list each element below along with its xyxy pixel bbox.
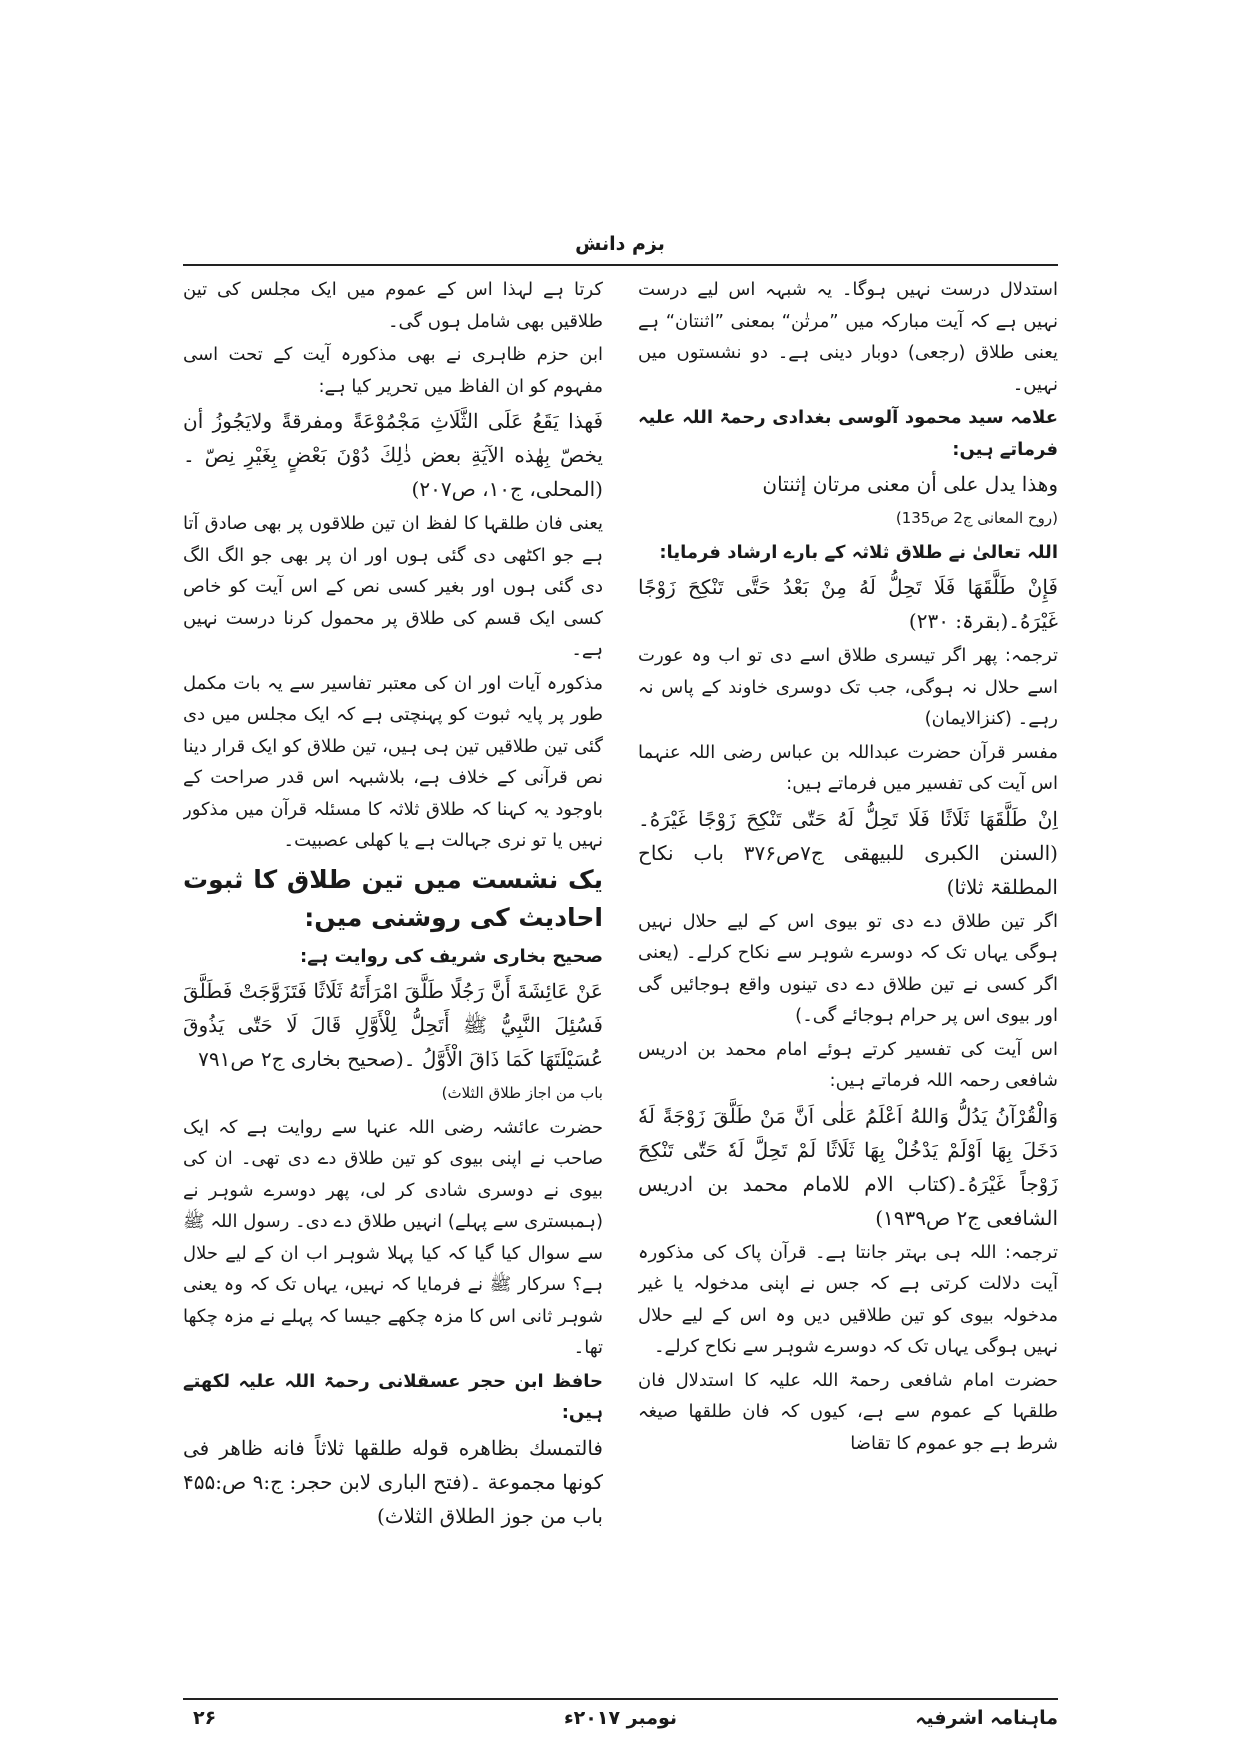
paragraph: حضرت امام شافعی رحمۃ اللہ علیہ کا استدلال فان طلقہا کے عموم سے ہے، کیوں کہ فان طلقھا صیغہ شرط ہے جو عموم کا تقاضا: [638, 1369, 1058, 1454]
page-number: ۲۶: [193, 1707, 217, 1729]
paragraph: کرتا ہے لہذا اس کے عموم میں ایک مجلس کی تین طلاقیں بھی شامل ہوں گی۔: [183, 279, 603, 332]
section-heading: یک نشست میں تین طلاق کا ثبوت احادیث کی روشنی میں:: [183, 864, 603, 932]
paragraph: یعنی فان طلقہا کا لفظ ان تین طلاقوں پر بھی صادق آتا ہے جو اکٹھی دی گئی ہوں اور ان پر بھی جو الگ الگ دی گئی ہوں اور بغیر کسی نص کے اس آیت کو خاص کسی ایک قسم کی طلاق پر محمول کرنا درست نہیں ہے۔: [183, 513, 603, 660]
bottom-divider: [183, 1698, 1058, 1700]
issue-date: نومبر ۲۰۱۷ء: [563, 1707, 678, 1729]
paragraph: اللہ تعالیٰ نے طلاق ثلاثہ کے بارے ارشاد فرمایا:: [659, 541, 1058, 563]
paragraph: حافظ ابن حجر عسقلانی رحمۃ اللہ علیہ لکھتے ہیں:: [183, 1370, 603, 1423]
paragraph: اگر تین طلاق دے دی تو بیوی اس کے لیے حلال نہیں ہوگی یہاں تک کہ دوسرے شوہر سے نکاح کرلے۔ (یعنی اگر کسی نے تین طلاق دے دی تینوں واقع ہوجائیں گی اور بیوی اس پر حرام ہوجائے گی۔): [638, 910, 1058, 1026]
paragraph: وھذا یدل علی أن معنی مرتان إثنتان: [762, 472, 1058, 496]
paragraph: حضرت عائشہ رضی اللہ عنہا سے روایت ہے کہ ایک صاحب نے اپنی بیوی کو تین طلاق دے دی تھی۔ ان کی بیوی نے دوسری شادی کر لی، پھر دوسرے شوہر نے (ہمبستری سے پہلے) انہیں طلاق دے دی۔ رسول اللہ ﷺ سے سوال کیا گیا کہ کیا پہلا شوہر اب ان کے لیے حلال ہے؟ سرکار ﷺ نے فرمایا کہ نہیں، یہاں تک کہ وہ یعنی شوہر ثانی اس کا مزہ چکھے جیسا کہ پہلے نے مزہ چکھا تھا۔: [183, 1116, 603, 1358]
paragraph: صحیح بخاری شریف کی روایت ہے:: [300, 945, 603, 967]
paragraph: اس آیت کی تفسیر کرتے ہوئے امام محمد بن ادریس شافعی رحمہ اللہ فرماتے ہیں:: [638, 1038, 1058, 1091]
paragraph: مفسر قرآن حضرت عبداللہ بن عباس رضی اللہ عنہما اس آیت کی تفسیر میں فرماتے ہیں:: [638, 741, 1058, 794]
paragraph: استدلال درست نہیں ہوگا۔ یہ شبہہ اس لیے درست نہیں ہے کہ آیت مبارکہ میں ”مرتٰن“ بمعنی ”اثنتان“ ہے یعنی طلاق (رجعی) دوبار دینی ہے۔ دو نشستوں میں نہیں۔: [638, 279, 1058, 395]
paragraph: اِنْ طَلَّقَهَا ثَلَاثًا فَلَا تَحِلُّ لَهُ حَتّٰى تَنْكِحَ زَوْجًا غَيْرَهُ۔(السنن الکبری للبیھقی ج۷ص۳۷۶ باب نکاح المطلقۃ ثلاثا): [638, 806, 1058, 899]
right-column: [638, 274, 1058, 1692]
paragraph: فالتمسك بظاهره قوله طلقها ثلاثاً فانه ظاهر فی كونها مجموعة ۔(فتح الباری لابن حجر: ج:۹ ص:۴۵۵ باب من جوز الطلاق الثلاث): [183, 1435, 603, 1528]
left-column: [183, 274, 603, 1692]
paragraph: ترجمہ: پھر اگر تیسری طلاق اسے دی تو اب وہ عورت اسے حلال نہ ہوگی، جب تک دوسری خاوند کے پاس نہ رہے۔ (کنزالایمان): [638, 645, 1058, 729]
page-footer: [183, 1707, 1058, 1737]
paragraph: فَإِنْ طَلَّقَهَا فَلَا تَحِلُّ لَهُ مِنْ بَعْدُ حَتَّى تَنْكِحَ زَوْجًا غَيْرَهُ۔(بقرۃ: ۲۳۰): [638, 575, 1058, 633]
top-divider: [183, 264, 1058, 266]
paragraph: مذکورہ آیات اور ان کی معتبر تفاسیر سے یہ بات مکمل طور پر پایہ ثبوت کو پہنچتی ہے کہ ایک مجلس میں دی گئی تین طلاقیں تین ہی ہیں، تین طلاق کو ایک قرار دینا نص قرآنی کے خلاف ہے، بلاشبہہ اس قدر صراحت کے باوجود یہ کہنا کہ طلاق ثلاثہ کا مسئلہ قرآن میں مذکور نہیں یا تو نری جہالت ہے یا کھلی عصبیت۔: [183, 672, 603, 851]
magazine-name: ماہنامہ اشرفیہ: [915, 1707, 1058, 1729]
paragraph: ابن حزم ظاہری نے بھی مذکورہ آیت کے تحت اسی مفہوم کو ان الفاظ میں تحریر کیا ہے:: [183, 344, 603, 397]
paragraph: (روح المعانی ج2 ص135): [895, 509, 1058, 527]
paragraph: علامہ سید محمود آلوسی بغدادی رحمۃ اللہ علیہ فرماتے ہیں:: [638, 407, 1058, 460]
paragraph: ترجمہ: اللہ ہی بہتر جانتا ہے۔ قرآن پاک کی مذکورہ آیت دلالت کرتی ہے کہ جس نے اپنی مدخولہ یا غیر مدخولہ بیوی کو تین طلاقیں دیں وہ اس کے لیے حلال نہیں ہوگی یہاں تک کہ دوسرے شوہر سے نکاح کرلے۔: [638, 1241, 1058, 1357]
section-title: بزم دانش: [575, 233, 665, 255]
paragraph: فَهذا يَقَعُ عَلَى الثَّلَاثِ مَجْمُوْعَةً ومفرقةً ولايَجُوزُ أن يخصّ بِهٰذه الآيَةِ بعض ذٰلِكَ دُوْنَ بَعْضٍ بِغَيْرِ نِصّ ۔(المحلی، ج۱۰، ص۲۰۷): [183, 409, 603, 501]
paragraph: وَالْقُرْآنُ يَدُلُّ وَاللهُ اَعْلَمُ عَلٰى اَنَّ مَنْ طَلَّقَ زَوْجَةً لَهٗ دَخَلَ بِهَا اَوْلَمْ يَدْخُلْ بِهَا ثَلَاثًا لَمْ تَحِلَّ لَهٗ حَتّٰى تَنْكِحَ زَوْجاً غَيْرَهُ۔(کتاب الام للامام محمد بن ادریس الشافعی ج۲ ص۱۹۳۹): [638, 1103, 1058, 1230]
paragraph: عَنْ عَائِشَةَ أَنَّ رَجُلًا طَلَّقَ امْرَأَتَهُ ثَلَاثًا فَتَزَوَّجَتْ فَطَلَّقَ فَسُئِلَ النَّبِيُّ ﷺ أَتَحِلُّ لِلْأَوَّلِ قَالَ لَا حَتّٰى يَذُوقَ عُسَيْلَتَهَا كَمَا ذَاقَ الْأَوَّلُ ۔(صحیح بخاری ج۲ ص۷۹۱: [183, 979, 603, 1071]
paragraph: باب من اجاز طلاق الثلاث): [441, 1084, 603, 1102]
